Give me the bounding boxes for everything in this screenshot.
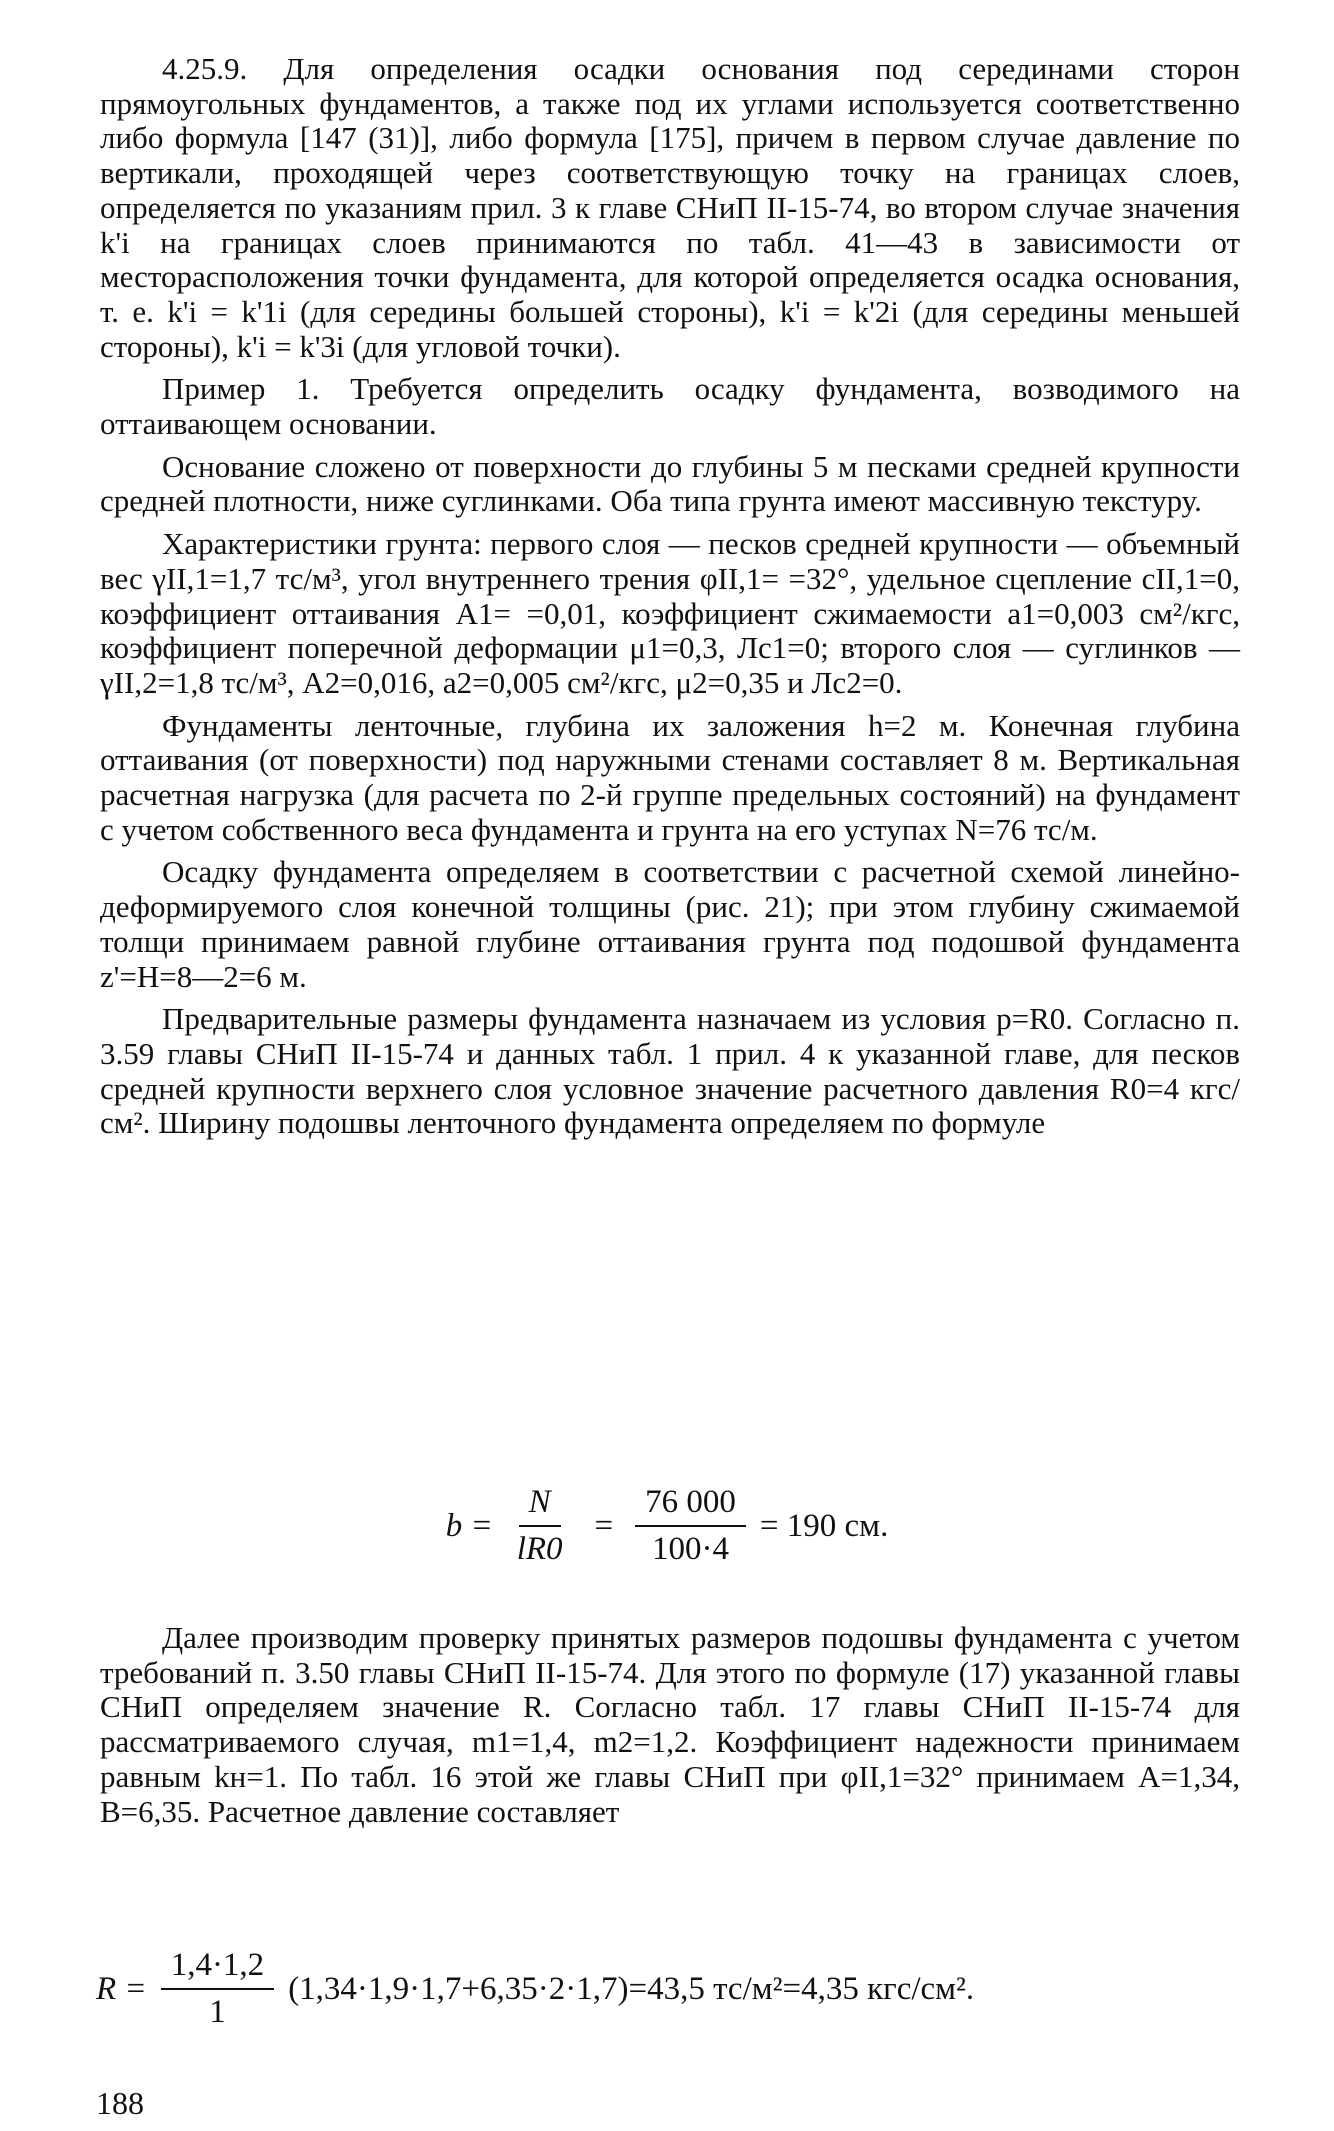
paragraph-example-1: Пример 1. Требуется определить осадку фундамента, возводимого на оттаивающем основании. bbox=[100, 371, 1240, 442]
fraction-1-denominator: lR0 bbox=[516, 1531, 563, 1567]
formula-width-b bbox=[0, 1484, 1334, 1568]
fraction-2-denominator: 100·4 bbox=[652, 1531, 730, 1567]
formula-result: = 190 см. bbox=[759, 1507, 889, 1544]
paragraph-4-25-9: 4.25.9. Для определения осадки основания под серединами сторон прямоугольных фундаментов, а также под их углами используется соответственно либо формула [147 (31)], либо формула [175], причем в первом случае давление по вертикали, проходящей через соответствующую точку на границах слоев, определяется по указаниям прил. 3 к главе СНиП II-15-74, во втором случае значения k'i на границах слоев принимаются по табл. 41—43 в зависимости от месторасположения точки фундамента, для которой определяется осадка основания, т. е. k'i = k'1i (для середины большей стороны), k'i = k'2i (для середины меньшей стороны), k'i = k'3i (для угловой точки). bbox=[100, 51, 1240, 364]
formula-pressure-r bbox=[0, 1947, 1334, 2031]
page-number: 188 bbox=[96, 2085, 144, 2121]
formula2-rest: (1,34·1,9·1,7+6,35·2·1,7)=43,5 тс/м²=4,35 кгс/см². bbox=[288, 1970, 975, 2007]
formula-equals: = bbox=[594, 1507, 614, 1544]
formula2-lhs: R = bbox=[96, 1970, 147, 2007]
text-block-middle bbox=[100, 1621, 1240, 1829]
fraction-3-denominator: 1 bbox=[209, 1994, 226, 2030]
paragraph-check-dimensions: Далее производим проверку принятых размеров подошвы фундамента с учетом требований п. 3.50 главы СНиП II-15-74. Для этого по формуле (17) указанной главы СНиП определяем значение R. Согласно табл. 17 главы СНиП II-15-74 для рассматриваемого случая, m1=1,4, m2=1,2. Коэффициент надежности принимаем равным kн=1. По табл. 16 этой же главы СНиП при φII,1=32° принимаем A=1,34, B=6,35. Расчетное давление составляет bbox=[100, 1620, 1240, 1829]
fraction-3-numerator: 1,4·1,2 bbox=[161, 1947, 275, 1990]
fraction-3 bbox=[161, 1947, 275, 2031]
paragraph-soil-base: Основание сложено от поверхности до глубины 5 м песками средней крупности средней плотности, ниже суглинками. Оба типа грунта имеют массивную текстуру. bbox=[100, 448, 1240, 519]
fraction-2-numerator: 76 000 bbox=[635, 1484, 746, 1527]
paragraph-settlement-scheme: Осадку фундамента определяем в соответствии с расчетной схемой линейно-деформируемого слоя конечной толщины (рис. 21); при этом глубину сжимаемой толщи принимаем равной глубине оттаивания грунта под подошвой фундамента z'=H=8—2=6 м. bbox=[100, 854, 1240, 994]
fraction-1-numerator: N bbox=[519, 1484, 561, 1527]
paragraph-soil-characteristics: Характеристики грунта: первого слоя — песков средней крупности — объемный вес γII,1=1,7 тс/м³, угол внутреннего трения φII,1= =32°, удельное сцепление cII,1=0, коэффициент оттаивания A1= =0,01, коэффициент сжимаемости a1=0,003 см²/кгс, коэффициент поперечной деформации μ1=0,3, Лc1=0; второго слоя — суглинков — γII,2=1,8 тс/м³, A2=0,016, a2=0,005 см²/кгс, μ2=0,35 и Лc2=0. bbox=[100, 526, 1240, 700]
fraction-2 bbox=[635, 1484, 746, 1568]
paragraph-foundation-depth: Фундаменты ленточные, глубина их заложения h=2 м. Конечная глубина оттаивания (от поверхности) под наружными стенами составляет 8 м. Вертикальная расчетная нагрузка (для расчета по 2-й группе предельных состояний) на фундамент с учетом собственного веса фундамента и грунта на его уступах N=76 тс/м. bbox=[100, 707, 1240, 847]
formula-lhs: b = bbox=[445, 1507, 493, 1544]
paragraph-preliminary-size: Предварительные размеры фундамента назначаем из условия p=R0. Согласно п. 3.59 главы СНиП II-15-74 и данных табл. 1 прил. 4 к указанной главе, для песков средней крупности верхнего слоя условное значение расчетного давления R0=4 кгс/см². Ширину подошвы ленточного фундамента определяем по формуле bbox=[100, 1001, 1240, 1141]
fraction-1 bbox=[507, 1484, 573, 1568]
text-block-top bbox=[100, 52, 1240, 1141]
